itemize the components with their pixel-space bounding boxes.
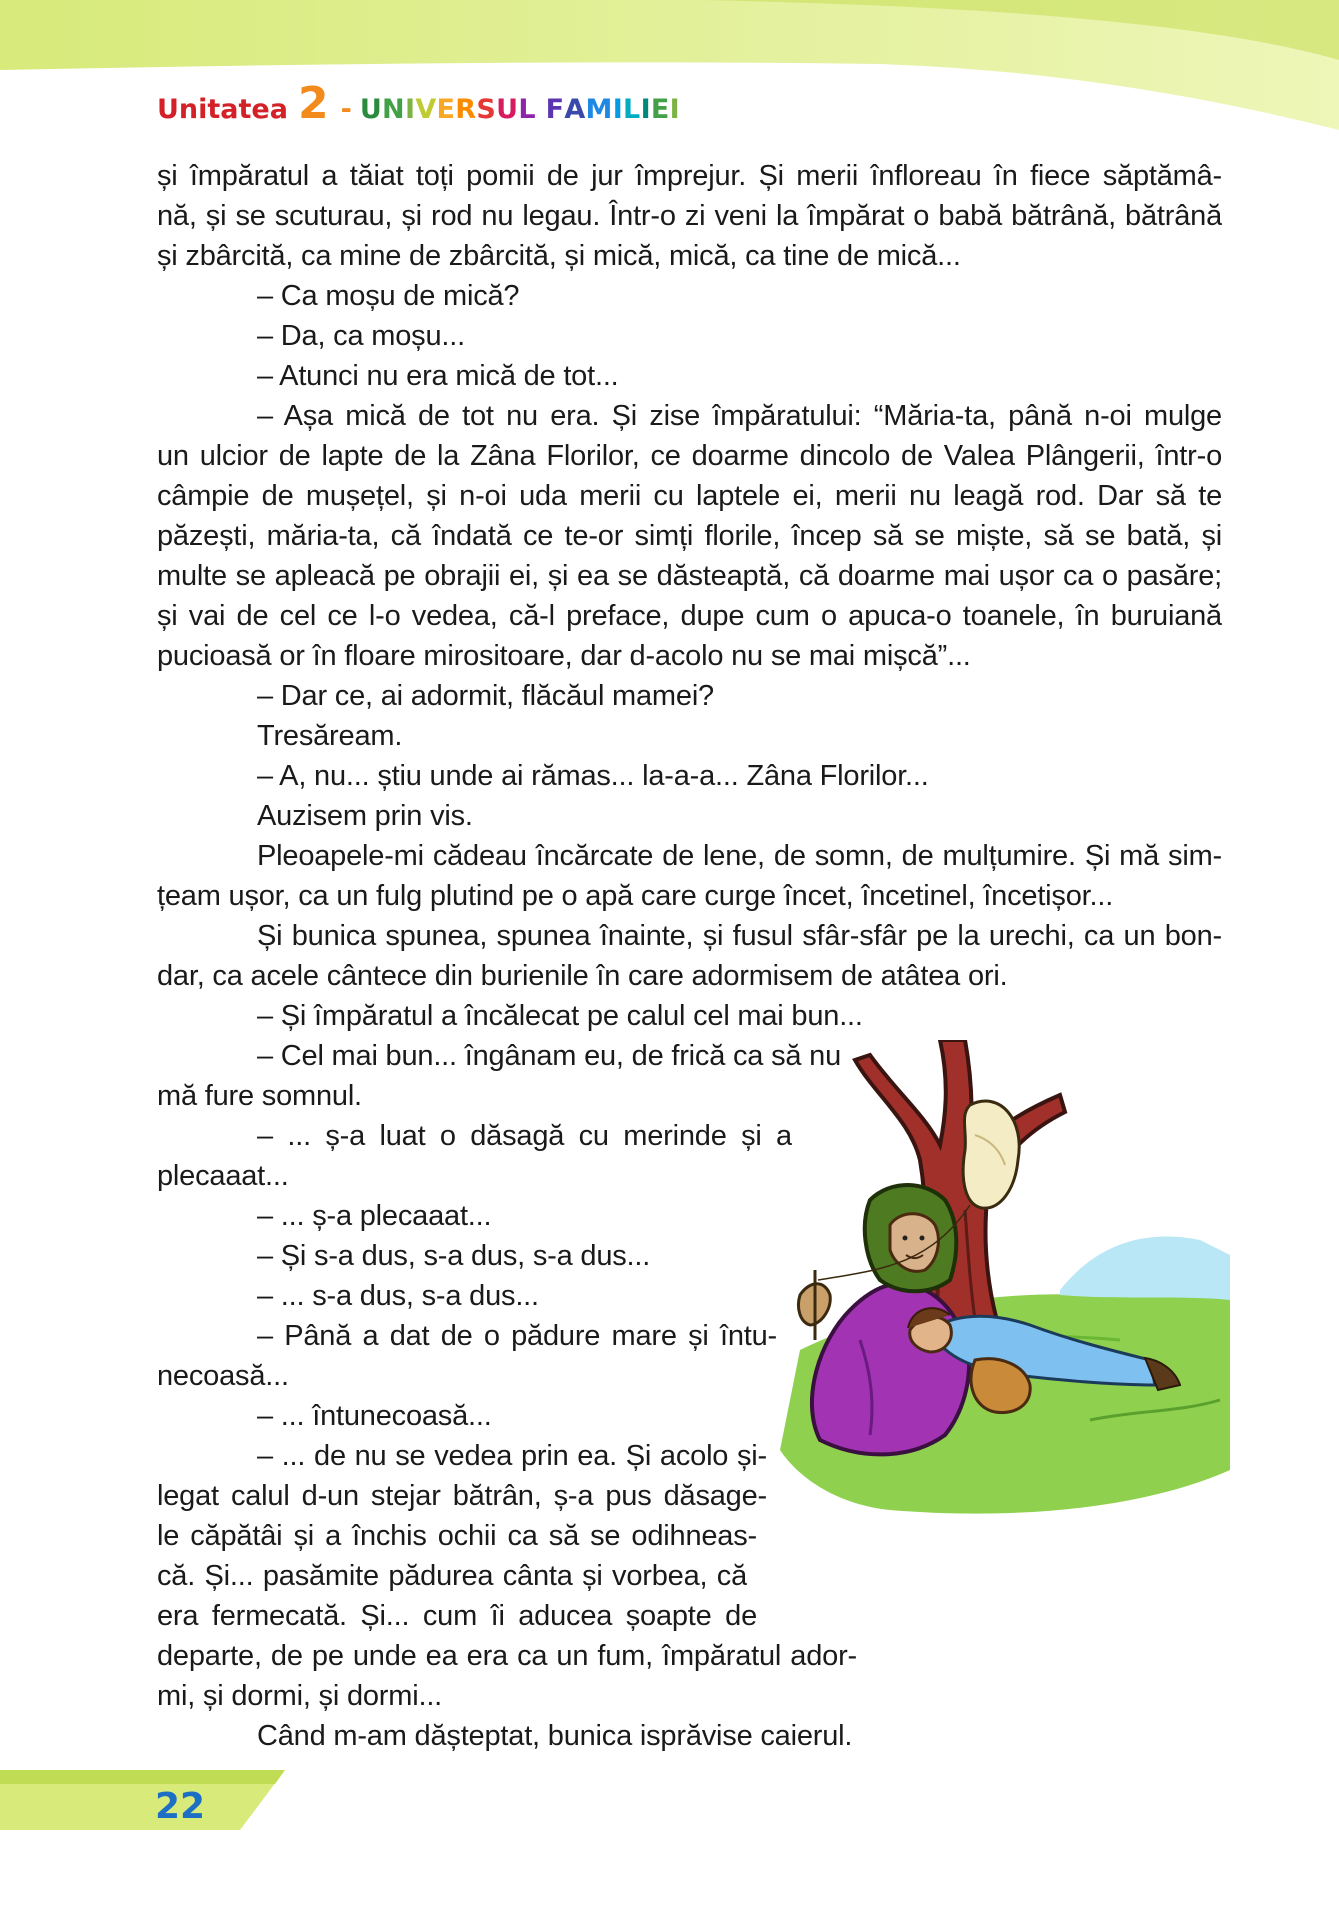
dialogue-line: – ... întunecoasă...: [257, 1400, 492, 1432]
text-line: pucioasă or în floare mirositoare, dar d-acolo nu se mai mișcă”...: [157, 640, 971, 672]
text-line: departe, de pe unde ea era ca un fum, împăratul ador-: [157, 1640, 857, 1672]
text-line: câmpie de mușețel, și n-oi uda merii cu laptele ei, merii nu leagă rod. Dar să te: [157, 480, 1222, 512]
text-line: Tresăream.: [257, 720, 403, 752]
top-decoration: [0, 0, 1339, 150]
title-letter: E: [650, 94, 670, 125]
text-line: și împăratul a tăiat toți pomii de jur împrejur. Și merii înfloreau în fiece săptămâ-: [157, 160, 1222, 192]
title-letter: E: [436, 94, 456, 125]
dialogue-line: – ... s-a dus, s-a dus...: [257, 1280, 539, 1312]
text-line: și zbârcită, ca mine de zbârcită, și mică, mică, ca tine de mică...: [157, 240, 961, 272]
title-letter: L: [623, 94, 641, 125]
title-letter: N: [382, 94, 405, 125]
text-line: multe se apleacă pe obrajii ei, și ea se dăsteaptă, că doarme mai ușor ca o pasăre;: [157, 560, 1222, 592]
unit-title: [360, 94, 680, 125]
dialogue-line: – Dar ce, ai adormit, flăcăul mamei?: [257, 680, 714, 712]
title-letter: F: [545, 94, 565, 125]
unit-header: [157, 78, 681, 129]
text-line: era fermecată. Și... cum îi aducea șoapte de: [157, 1600, 757, 1632]
title-letter: S: [476, 94, 497, 125]
unit-number: 2: [297, 78, 329, 129]
text-line: Pleoapele-mi cădeau încărcate de lene, de somn, de mulțumire. Și mă sim-: [257, 840, 1222, 872]
dialogue-line: – A, nu... știu unde ai rămas... la-a-a... Zâna Florilor...: [257, 760, 929, 792]
dialogue-line: – Atunci nu era mică de tot...: [257, 360, 619, 392]
page-number: 22: [155, 1786, 206, 1827]
title-letter: I: [612, 94, 624, 125]
title-letter: I: [669, 94, 681, 125]
title-letter: [536, 94, 546, 125]
title-letter: I: [404, 94, 416, 125]
header-separator: -: [340, 94, 352, 125]
title-letter: M: [585, 94, 613, 125]
text-line: legat calul d-un stejar bătrân, ș-a pus dăsage-: [157, 1480, 767, 1512]
dialogue-line: – Și s-a dus, s-a dus, s-a dus...: [257, 1240, 651, 1272]
dialogue-line: – Cel mai bun... îngânam eu, de frică ca să nu: [257, 1040, 842, 1072]
text-line: nă, și se scuturau, și rod nu legau. Într-o zi veni la împărat o babă bătrână, bătrână: [157, 200, 1222, 232]
text-line: un ulcior de lapte de la Zâna Florilor, ce doarme dincolo de Valea Plângerii, într-o: [157, 440, 1222, 472]
text-line: Auzisem prin vis.: [257, 800, 473, 832]
dialogue-line: – Da, ca moșu...: [257, 320, 465, 352]
text-line: că. Și... pasămite pădurea cânta și vorbea, că: [157, 1560, 747, 1592]
text-line: Când m-am dășteptat, bunica isprăvise caierul.: [257, 1720, 853, 1752]
unit-label: Unitatea: [157, 94, 288, 125]
text-line: mi, și dormi, și dormi...: [157, 1680, 443, 1712]
bottom-decoration: [0, 1770, 300, 1830]
title-letter: I: [640, 94, 651, 125]
text-line: păzești, măria-ta, că îndată ce te-or simți florile, încep să se miște, să se bată, și: [157, 520, 1222, 552]
dialogue-line: – Ca moșu de mică?: [257, 280, 520, 312]
dialogue-line: – ... ș-a luat o dăsagă cu merinde și a: [257, 1120, 792, 1152]
dialogue-line: – ... ș-a plecaaat...: [257, 1200, 492, 1232]
title-letter: L: [518, 94, 536, 125]
text-line: dar, ca acele cântece din burienile în care adormisem de atâtea ori.: [157, 960, 1008, 992]
grandmother-spinning-illustration: [760, 1040, 1230, 1540]
dialogue-line: – Așa mică de tot nu era. Și zise împăratului: “Măria-ta, până n-oi mulge: [257, 400, 1222, 432]
dialogue-line: – ... de nu se vedea prin ea. Și acolo și-: [257, 1440, 767, 1472]
dialogue-line: – Până a dat de o pădure mare și întu-: [257, 1320, 777, 1352]
text-line: mă fure somnul.: [157, 1080, 362, 1112]
text-line: țeam ușor, ca un fulg plutind pe o apă care curge încet, încetinel, încetișor...: [157, 880, 1114, 912]
text-line: le căpătâi și a închis ochii ca să se odihneas-: [157, 1520, 757, 1552]
text-line: plecaaat...: [157, 1160, 289, 1192]
title-letter: U: [496, 94, 519, 125]
title-letter: R: [455, 94, 477, 125]
text-line: Și bunica spunea, spunea înainte, și fusul sfâr-sfâr pe la urechi, ca un bon-: [257, 920, 1222, 952]
title-letter: V: [415, 94, 437, 125]
title-letter: A: [564, 94, 586, 125]
text-line: și vai de cel ce l-o vedea, că-l preface, dupe cum o apuca-o toanele, în buruiană: [157, 600, 1222, 632]
title-letter: U: [359, 94, 383, 125]
text-line: necoasă...: [157, 1360, 289, 1392]
dialogue-line: – Și împăratul a încălecat pe calul cel mai bun...: [257, 1000, 863, 1032]
